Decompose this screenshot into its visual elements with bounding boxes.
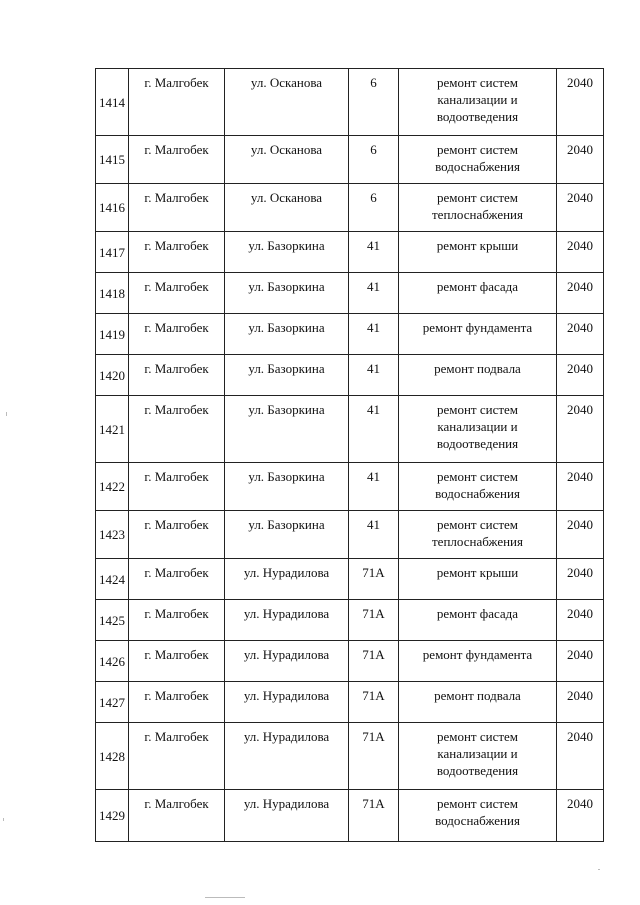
city-cell-text: г. Малгобек bbox=[144, 190, 209, 205]
house-number-cell-text: 41 bbox=[367, 238, 380, 253]
table-row bbox=[96, 641, 604, 682]
year-cell bbox=[557, 232, 604, 273]
city-cell bbox=[129, 641, 225, 682]
table-row bbox=[96, 511, 604, 559]
street-cell bbox=[225, 184, 349, 232]
row-number bbox=[96, 184, 129, 232]
house-number-cell bbox=[349, 723, 399, 790]
scan-speck bbox=[205, 897, 245, 898]
city-cell-text: г. Малгобек bbox=[144, 75, 209, 90]
row-number-text: 1417 bbox=[99, 244, 125, 260]
row-number bbox=[96, 723, 129, 790]
table-row bbox=[96, 600, 604, 641]
street-cell-text: ул. Базоркина bbox=[248, 238, 325, 253]
year-cell-text: 2040 bbox=[567, 320, 593, 335]
row-number bbox=[96, 641, 129, 682]
work-type-cell bbox=[399, 790, 557, 842]
city-cell bbox=[129, 511, 225, 559]
year-cell bbox=[557, 641, 604, 682]
street-cell bbox=[225, 511, 349, 559]
work-type-cell bbox=[399, 559, 557, 600]
house-number-cell bbox=[349, 511, 399, 559]
table-row bbox=[96, 184, 604, 232]
street-cell bbox=[225, 232, 349, 273]
year-cell bbox=[557, 314, 604, 355]
house-number-cell-text: 71А bbox=[362, 606, 385, 621]
row-number-text: 1423 bbox=[99, 527, 125, 542]
row-number bbox=[96, 273, 129, 314]
work-type-cell bbox=[399, 184, 557, 232]
house-number-cell bbox=[349, 273, 399, 314]
street-cell bbox=[225, 723, 349, 790]
city-cell-text: г. Малгобек bbox=[144, 647, 209, 662]
street-cell bbox=[225, 790, 349, 842]
city-cell bbox=[129, 69, 225, 136]
scan-speck bbox=[598, 869, 600, 870]
year-cell bbox=[557, 355, 604, 396]
house-number-cell bbox=[349, 641, 399, 682]
year-cell-text: 2040 bbox=[567, 190, 593, 205]
city-cell bbox=[129, 559, 225, 600]
city-cell-text: г. Малгобек bbox=[144, 402, 209, 417]
street-cell-text: ул. Осканова bbox=[250, 190, 323, 205]
city-cell bbox=[129, 723, 225, 790]
city-cell bbox=[129, 273, 225, 314]
year-cell bbox=[557, 396, 604, 463]
row-number-text: 1421 bbox=[99, 421, 125, 437]
year-cell-text: 2040 bbox=[567, 729, 593, 744]
row-number bbox=[96, 790, 129, 842]
house-number-cell bbox=[349, 184, 399, 232]
work-type-cell bbox=[399, 511, 557, 559]
work-type-cell bbox=[399, 273, 557, 314]
year-cell bbox=[557, 184, 604, 232]
work-type-cell-text: ремонт крыши bbox=[436, 565, 519, 580]
year-cell-text: 2040 bbox=[567, 238, 593, 253]
street-cell bbox=[225, 641, 349, 682]
table-row bbox=[96, 790, 604, 842]
street-cell-text: ул. Нурадилова bbox=[243, 688, 330, 703]
street-cell-text: ул. Базоркина bbox=[248, 361, 325, 376]
house-number-cell-text: 6 bbox=[370, 142, 377, 157]
city-cell bbox=[129, 790, 225, 842]
house-number-cell-text: 71А bbox=[362, 688, 385, 703]
year-cell-text: 2040 bbox=[567, 142, 593, 157]
table-row bbox=[96, 69, 604, 136]
row-number-text: 1419 bbox=[99, 326, 125, 342]
work-type-cell bbox=[399, 463, 557, 511]
row-number-text: 1425 bbox=[99, 612, 125, 628]
house-number-cell bbox=[349, 790, 399, 842]
work-type-cell bbox=[399, 396, 557, 463]
street-cell bbox=[225, 273, 349, 314]
row-number bbox=[96, 511, 129, 559]
work-type-cell bbox=[399, 682, 557, 723]
city-cell bbox=[129, 396, 225, 463]
table-row bbox=[96, 355, 604, 396]
work-type-cell bbox=[399, 69, 557, 136]
city-cell bbox=[129, 184, 225, 232]
street-cell-text: ул. Базоркина bbox=[248, 279, 325, 294]
row-number-text: 1420 bbox=[99, 367, 125, 383]
row-number bbox=[96, 559, 129, 600]
city-cell bbox=[129, 355, 225, 396]
row-number bbox=[96, 600, 129, 641]
house-number-cell bbox=[349, 355, 399, 396]
street-cell-text: ул. Осканова bbox=[250, 142, 323, 157]
house-number-cell bbox=[349, 600, 399, 641]
work-type-cell-text: ремонт систем водоснабжения bbox=[435, 142, 520, 174]
street-cell bbox=[225, 136, 349, 184]
table-row bbox=[96, 463, 604, 511]
work-type-cell bbox=[399, 600, 557, 641]
city-cell-text: г. Малгобек bbox=[144, 565, 209, 580]
house-number-cell-text: 71А bbox=[362, 647, 385, 662]
year-cell-text: 2040 bbox=[567, 361, 593, 376]
work-type-cell bbox=[399, 232, 557, 273]
row-number-text: 1416 bbox=[99, 200, 125, 215]
row-number-text: 1422 bbox=[99, 479, 125, 494]
house-number-cell-text: 41 bbox=[367, 402, 380, 417]
house-number-cell-text: 41 bbox=[367, 517, 380, 532]
year-cell-text: 2040 bbox=[567, 75, 593, 90]
street-cell bbox=[225, 396, 349, 463]
work-type-cell-text: ремонт подвала bbox=[434, 688, 521, 703]
row-number bbox=[96, 355, 129, 396]
street-cell-text: ул. Нурадилова bbox=[243, 729, 330, 744]
street-cell bbox=[225, 69, 349, 136]
row-number bbox=[96, 314, 129, 355]
year-cell bbox=[557, 136, 604, 184]
table-body bbox=[96, 69, 604, 842]
year-cell-text: 2040 bbox=[567, 688, 593, 703]
street-cell-text: ул. Осканова bbox=[250, 75, 323, 90]
year-cell bbox=[557, 723, 604, 790]
house-number-cell bbox=[349, 682, 399, 723]
city-cell bbox=[129, 600, 225, 641]
street-cell bbox=[225, 355, 349, 396]
row-number-text: 1429 bbox=[99, 808, 125, 823]
city-cell-text: г. Малгобек bbox=[144, 361, 209, 376]
street-cell-text: ул. Нурадилова bbox=[243, 606, 330, 621]
house-number-cell-text: 71А bbox=[362, 796, 385, 811]
work-type-cell bbox=[399, 355, 557, 396]
city-cell bbox=[129, 232, 225, 273]
work-type-cell-text: ремонт систем водоснабжения bbox=[435, 469, 520, 501]
house-number-cell bbox=[349, 136, 399, 184]
year-cell bbox=[557, 463, 604, 511]
street-cell bbox=[225, 559, 349, 600]
house-number-cell-text: 71А bbox=[362, 565, 385, 580]
work-type-cell-text: ремонт систем теплоснабжения bbox=[432, 517, 523, 549]
house-number-cell-text: 41 bbox=[367, 320, 380, 335]
table-row bbox=[96, 273, 604, 314]
city-cell-text: г. Малгобек bbox=[144, 606, 209, 621]
street-cell bbox=[225, 600, 349, 641]
city-cell-text: г. Малгобек bbox=[144, 796, 209, 811]
house-number-cell-text: 41 bbox=[367, 469, 380, 484]
work-type-cell-text: ремонт подвала bbox=[434, 361, 521, 376]
work-type-cell-text: ремонт фундамента bbox=[422, 320, 533, 335]
street-cell-text: ул. Базоркина bbox=[248, 402, 325, 417]
house-number-cell-text: 71А bbox=[362, 729, 385, 744]
house-number-cell-text: 41 bbox=[367, 279, 380, 294]
work-type-cell bbox=[399, 136, 557, 184]
city-cell-text: г. Малгобек bbox=[144, 142, 209, 157]
house-number-cell bbox=[349, 463, 399, 511]
year-cell bbox=[557, 559, 604, 600]
city-cell-text: г. Малгобек bbox=[144, 688, 209, 703]
city-cell bbox=[129, 682, 225, 723]
year-cell-text: 2040 bbox=[567, 606, 593, 621]
scan-speck bbox=[3, 818, 4, 821]
row-number-text: 1424 bbox=[99, 571, 125, 587]
table-row bbox=[96, 396, 604, 463]
year-cell bbox=[557, 790, 604, 842]
work-type-cell-text: ремонт фасада bbox=[436, 279, 519, 294]
work-type-cell-text: ремонт систем водоснабжения bbox=[435, 796, 520, 828]
house-number-cell bbox=[349, 396, 399, 463]
year-cell-text: 2040 bbox=[567, 279, 593, 294]
table-row bbox=[96, 314, 604, 355]
row-number-text: 1415 bbox=[99, 152, 125, 167]
table-row bbox=[96, 232, 604, 273]
row-number bbox=[96, 69, 129, 136]
city-cell bbox=[129, 463, 225, 511]
scan-speck bbox=[6, 412, 7, 416]
work-type-cell-text: ремонт систем теплоснабжения bbox=[432, 190, 523, 222]
work-type-cell bbox=[399, 314, 557, 355]
row-number-text: 1414 bbox=[99, 94, 125, 110]
row-number bbox=[96, 682, 129, 723]
row-number bbox=[96, 463, 129, 511]
street-cell-text: ул. Нурадилова bbox=[243, 647, 330, 662]
street-cell-text: ул. Нурадилова bbox=[243, 796, 330, 811]
table-row bbox=[96, 136, 604, 184]
street-cell bbox=[225, 463, 349, 511]
repair-schedule-table bbox=[95, 68, 604, 842]
row-number bbox=[96, 232, 129, 273]
city-cell bbox=[129, 314, 225, 355]
year-cell bbox=[557, 600, 604, 641]
work-type-cell bbox=[399, 641, 557, 682]
house-number-cell-text: 6 bbox=[370, 190, 377, 205]
city-cell-text: г. Малгобек bbox=[144, 279, 209, 294]
work-type-cell-text: ремонт фасада bbox=[436, 606, 519, 621]
work-type-cell-text: ремонт систем канализации и водоотведения bbox=[436, 75, 519, 124]
work-type-cell-text: ремонт фундамента bbox=[422, 647, 533, 662]
street-cell bbox=[225, 682, 349, 723]
work-type-cell-text: ремонт систем канализации и водоотведения bbox=[436, 402, 519, 451]
row-number-text: 1428 bbox=[99, 748, 125, 764]
city-cell-text: г. Малгобек bbox=[144, 320, 209, 335]
city-cell-text: г. Малгобек bbox=[144, 517, 209, 532]
street-cell-text: ул. Базоркина bbox=[248, 469, 325, 484]
row-number bbox=[96, 136, 129, 184]
city-cell bbox=[129, 136, 225, 184]
work-type-cell-text: ремонт систем канализации и водоотведения bbox=[436, 729, 519, 778]
city-cell-text: г. Малгобек bbox=[144, 469, 209, 484]
year-cell-text: 2040 bbox=[567, 796, 593, 811]
street-cell-text: ул. Базоркина bbox=[248, 320, 325, 335]
house-number-cell-text: 6 bbox=[370, 75, 377, 90]
house-number-cell bbox=[349, 232, 399, 273]
year-cell bbox=[557, 682, 604, 723]
row-number-text: 1426 bbox=[99, 653, 125, 669]
row-number-text: 1427 bbox=[99, 694, 125, 710]
year-cell bbox=[557, 511, 604, 559]
house-number-cell-text: 41 bbox=[367, 361, 380, 376]
year-cell-text: 2040 bbox=[567, 517, 593, 532]
year-cell bbox=[557, 69, 604, 136]
work-type-cell-text: ремонт крыши bbox=[436, 238, 519, 253]
city-cell-text: г. Малгобек bbox=[144, 729, 209, 744]
street-cell bbox=[225, 314, 349, 355]
table-row bbox=[96, 682, 604, 723]
year-cell-text: 2040 bbox=[567, 402, 593, 417]
city-cell-text: г. Малгобек bbox=[144, 238, 209, 253]
year-cell-text: 2040 bbox=[567, 469, 593, 484]
table-row bbox=[96, 559, 604, 600]
row-number bbox=[96, 396, 129, 463]
house-number-cell bbox=[349, 69, 399, 136]
year-cell bbox=[557, 273, 604, 314]
house-number-cell bbox=[349, 314, 399, 355]
street-cell-text: ул. Нурадилова bbox=[243, 565, 330, 580]
work-type-cell bbox=[399, 723, 557, 790]
table-row bbox=[96, 723, 604, 790]
year-cell-text: 2040 bbox=[567, 565, 593, 580]
year-cell-text: 2040 bbox=[567, 647, 593, 662]
row-number-text: 1418 bbox=[99, 285, 125, 301]
street-cell-text: ул. Базоркина bbox=[248, 517, 325, 532]
house-number-cell bbox=[349, 559, 399, 600]
